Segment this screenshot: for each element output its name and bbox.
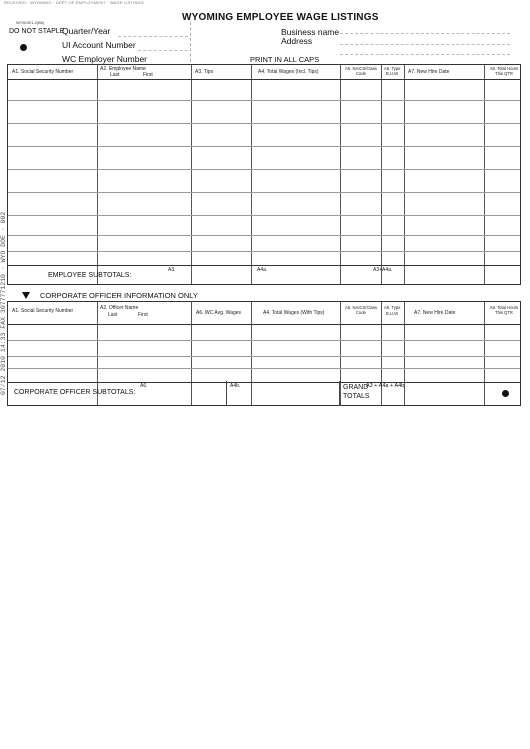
officer-subtotal-divider: [226, 381, 227, 406]
address-field-2[interactable]: [340, 54, 510, 55]
subtotal-row-divider: [8, 382, 520, 383]
col-header-name-last: Last: [108, 312, 118, 318]
col-header-hours: A8. Total Hours This QTR: [489, 305, 519, 315]
col-header-tips: A3. Tips: [195, 69, 214, 75]
table-row[interactable]: [8, 169, 520, 170]
col-header-type-sub: B,U,W: [386, 311, 399, 316]
officer-subtotal-divider: [339, 381, 340, 406]
col-header-name-last: Last: [110, 72, 120, 78]
col-divider: [340, 302, 341, 405]
side-fax-stamp: 07/12 2010 14:33 FAX 3077771210 · WYO DOE · 002: [0, 211, 7, 395]
table-row[interactable]: [8, 368, 520, 369]
subtotal-a3-label: A3.: [168, 267, 176, 273]
col-header-hire-date: A7. New Hire Date: [414, 310, 456, 316]
col-header-type: A6. Type: [384, 66, 401, 71]
col-header-officer-name: A2. Officer Name: [100, 305, 139, 311]
col-header-wc-avg-wages: A6. WC Avg. Wages: [196, 310, 242, 316]
subtotal-a4a-label: A4a.: [257, 267, 268, 273]
col-header-hire-date: A7. New Hire Date: [408, 69, 450, 75]
address-field[interactable]: [340, 44, 510, 45]
business-name-field[interactable]: [340, 33, 510, 34]
grand-totals-formula: A3 + A4a + A4b: [366, 383, 405, 389]
col-divider: [381, 302, 382, 405]
grand-totals-label: GRAND: [343, 384, 369, 391]
col-header-type-sub: B,U,W: [386, 71, 399, 76]
col-divider: [191, 302, 192, 405]
col-header-naics: A5. NAICS/Class Code: [345, 305, 377, 315]
ui-account-field[interactable]: [138, 50, 188, 51]
col-divider: [251, 302, 252, 405]
officer-section-title: CORPORATE OFFICER INFORMATION ONLY: [40, 291, 198, 300]
table-row[interactable]: [8, 356, 520, 357]
quarter-year-label: Quarter/Year: [62, 26, 111, 36]
table-row[interactable]: [8, 215, 520, 216]
do-not-staple-label: DO NOT STAPLE: [9, 28, 65, 35]
ui-account-label: UI Account Number: [62, 40, 136, 50]
col-header-ssn: A1. Social Security Number: [12, 69, 74, 75]
header-row-divider: [8, 324, 520, 325]
down-arrow-icon: [22, 292, 30, 299]
col-divider: [484, 302, 485, 405]
subtotal-a6-label: A6.: [140, 383, 148, 389]
col-header-total-wages: A4. Total Wages (With Tips): [263, 310, 325, 316]
officer-subtotals-label: CORPORATE OFFICER SUBTOTALS:: [14, 389, 136, 396]
col-divider: [404, 302, 405, 405]
table-row[interactable]: [8, 123, 520, 124]
employee-subtotals-label: EMPLOYEE SUBTOTALS:: [48, 272, 132, 279]
employee-wage-table: [7, 64, 521, 285]
table-row[interactable]: [8, 146, 520, 147]
form-title: WYOMING EMPLOYEE WAGE LISTINGS: [182, 12, 379, 23]
col-header-naics: A5. NAICS/Class Code: [345, 66, 377, 76]
totals-label: TOTALS: [343, 393, 370, 400]
subtotal-a4b-label: A4b.: [230, 383, 241, 389]
table-row[interactable]: [8, 100, 520, 101]
quarter-year-field[interactable]: [118, 36, 188, 37]
print-caps-note: PRINT IN ALL CAPS: [250, 55, 320, 64]
col-header-name-first: First: [143, 72, 153, 78]
subtotal-a3a4a-label: A3+A4a.: [373, 267, 393, 273]
business-name-label: Business name: [281, 27, 340, 37]
table-row[interactable]: [8, 235, 520, 236]
fax-header-stamp: RECEIVED · WYOMING · DEPT OF EMPLOYMENT · WAGE LISTINGS: [4, 0, 144, 5]
header-divider: [190, 22, 191, 62]
subtotal-row-divider: [8, 265, 520, 266]
registration-mark-left: [20, 44, 27, 51]
registration-mark-right: [502, 390, 509, 397]
col-header-total-wages: A4. Total Wages (Incl. Tips): [258, 69, 319, 75]
form-id: WYDOE1-2(88): [16, 20, 45, 25]
table-row[interactable]: [8, 192, 520, 193]
address-label: Address: [281, 36, 313, 46]
table-row[interactable]: [8, 340, 520, 341]
wc-employer-label: WC Employer Number: [62, 54, 148, 64]
col-header-type: A6. Type: [384, 305, 401, 310]
col-header-ssn: A1. Social Security Number: [12, 308, 74, 314]
col-header-name-first: First: [138, 312, 148, 318]
header-row-divider: [8, 79, 520, 80]
col-header-employee-name: A2. Employee Name: [100, 66, 146, 72]
col-header-hours: A8. Total Hours This QTR: [489, 66, 519, 76]
table-row[interactable]: [8, 251, 520, 252]
